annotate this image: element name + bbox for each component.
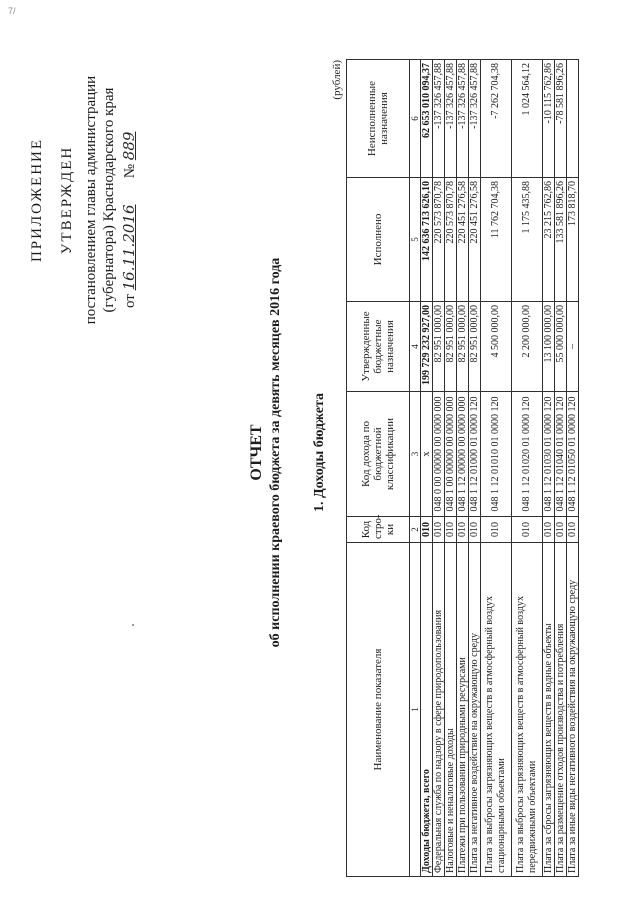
column-number-row — [410, 60, 421, 877]
row-income-code: 048 1 12 01000 01 0000 120 — [469, 392, 481, 517]
row-approved: 82 951 000,00 — [457, 302, 469, 392]
header-unexecuted: Неисполненные назначения — [347, 60, 410, 178]
row-line-code: 010 — [445, 517, 457, 543]
table-row — [445, 60, 457, 877]
header-approved: Утвержденные бюджетные назначения — [347, 302, 410, 392]
row-line-code: 010 — [567, 517, 579, 543]
units-label: (рублей) — [331, 60, 343, 100]
header-executed: Исполнено — [347, 178, 410, 302]
row-income-code: 048 1 12 01030 01 0000 120 — [543, 392, 555, 517]
approved-label: УТВЕРЖДЕН — [59, 145, 75, 255]
row-name: Плата за выбросы загрязняющих веществ в атмосферный воздух стационарными объектами — [481, 543, 512, 877]
column-number: 1 — [410, 543, 421, 877]
date-prefix: от — [122, 294, 138, 308]
row-income-code: x — [421, 392, 433, 517]
table-row — [543, 60, 555, 877]
column-number: 5 — [410, 178, 421, 302]
decree-number: 889 — [120, 131, 138, 161]
row-line-code: 010 — [433, 517, 445, 543]
row-unexecuted: -137 326 457,88 — [469, 60, 481, 178]
row-line-code: 010 — [512, 517, 543, 543]
row-unexecuted: 62 653 010 094,37 — [421, 60, 433, 178]
row-approved: 4 500 000,00 — [481, 302, 512, 392]
document-sheet — [20, 20, 620, 885]
row-executed: 142 636 713 626,10 — [421, 178, 433, 302]
report-subtitle: об исполнении краевого бюджета за девять месяцев 2016 года — [268, 257, 283, 648]
table-row — [457, 60, 469, 877]
table-row — [469, 60, 481, 877]
row-executed: 220 573 870,78 — [433, 178, 445, 302]
row-line-code: 010 — [543, 517, 555, 543]
number-prefix: № — [122, 163, 138, 179]
row-line-code: 010 — [469, 517, 481, 543]
header-line-code: Код стро-ки — [347, 517, 410, 543]
appendix-title: ПРИЛОЖЕНИЕ — [29, 137, 45, 263]
table-row — [567, 60, 579, 877]
row-name: Плата за выбросы загрязняющих веществ в атмосферный воздух передвижными объектами — [512, 543, 543, 877]
column-number: 2 — [410, 517, 421, 543]
decree-line-1: постановлением главы администрации — [83, 75, 99, 325]
table-header-row — [347, 60, 410, 877]
header-name: Наименование показателя — [347, 543, 410, 877]
row-line-code: 010 — [421, 517, 433, 543]
decree-date-line — [120, 50, 139, 350]
table-row — [481, 60, 512, 877]
row-executed: 1 175 435,88 — [512, 178, 543, 302]
row-executed: 173 818,70 — [567, 178, 579, 302]
row-income-code: 048 1 12 01010 01 0000 120 — [481, 392, 512, 517]
row-income-code: 048 1 12 01040 01 0000 120 — [555, 392, 567, 517]
table-row — [421, 60, 433, 877]
row-unexecuted: -137 326 457,88 — [433, 60, 445, 178]
row-line-code: 010 — [457, 517, 469, 543]
row-income-code: 048 1 00 00000 00 0000 000 — [445, 392, 457, 517]
row-name: Плата за размещение отходов производства и потребления — [555, 543, 567, 877]
row-income-code: 048 0 00 00000 00 0000 000 — [433, 392, 445, 517]
row-unexecuted — [567, 60, 579, 178]
row-approved: 2 200 000,00 — [512, 302, 543, 392]
decree-date: 16.11.2016 — [120, 204, 138, 291]
row-approved: 199 729 232 927,00 — [421, 302, 433, 392]
row-unexecuted: -78 581 896,26 — [555, 60, 567, 178]
row-name: Плата за негативное воздействие на окружающую среду — [469, 543, 481, 877]
table-row — [433, 60, 445, 877]
row-executed: 133 581 896,26 — [555, 178, 567, 302]
row-name: Федеральная служба по надзору в сфере природопользования — [433, 543, 445, 877]
section-title: 1. Доходы бюджета — [312, 392, 327, 513]
row-unexecuted: -7 262 704,38 — [481, 60, 512, 178]
row-income-code: 048 1 12 01020 01 0000 120 — [512, 392, 543, 517]
income-table — [346, 59, 579, 877]
row-approved: 82 951 000,00 — [433, 302, 445, 392]
row-approved: – — [567, 302, 579, 392]
row-unexecuted: -10 115 762,86 — [543, 60, 555, 178]
column-number: 6 — [410, 60, 421, 178]
report-title-block — [248, 20, 284, 885]
report-title: ОТЧЕТ — [248, 424, 265, 481]
row-name: Плата за сбросы загрязняющих веществ в водные объекты — [543, 543, 555, 877]
row-approved: 82 951 000,00 — [469, 302, 481, 392]
row-approved: 82 951 000,00 — [445, 302, 457, 392]
row-income-code: 048 1 12 01050 01 0000 120 — [567, 392, 579, 517]
header-income-code: Код дохода по бюджетной классификации — [347, 392, 410, 517]
table-row — [555, 60, 567, 877]
row-approved: 13 100 000,00 — [543, 302, 555, 392]
row-executed: 220 573 870,78 — [445, 178, 457, 302]
row-unexecuted: 1 024 564,12 — [512, 60, 543, 178]
row-unexecuted: -137 326 457,88 — [445, 60, 457, 178]
row-name: Плата за иные виды негативного воздействия на окружающую среду — [567, 543, 579, 877]
appendix-block — [28, 50, 139, 350]
table-row — [512, 60, 543, 877]
row-executed: 220 451 276,58 — [457, 178, 469, 302]
row-line-code: 010 — [555, 517, 567, 543]
row-line-code: 010 — [481, 517, 512, 543]
row-executed: 23 215 762,86 — [543, 178, 555, 302]
row-name: Платежи при пользовании природными ресурсами — [457, 543, 469, 877]
row-approved: 55 000 000,00 — [555, 302, 567, 392]
row-executed: 11 762 704,38 — [481, 178, 512, 302]
row-unexecuted: -137 326 457,88 — [457, 60, 469, 178]
row-executed: 220 451 276,58 — [469, 178, 481, 302]
row-name: Налоговые и неналоговые доходы — [445, 543, 457, 877]
row-name: Доходы бюджета, всего — [421, 543, 433, 877]
column-number: 3 — [410, 392, 421, 517]
decree-line-2: (губернатора) Краснодарского края — [101, 87, 117, 313]
corner-mark: 7/ — [8, 6, 16, 16]
row-income-code: 048 1 12 00000 00 0000 000 — [457, 392, 469, 517]
column-number: 4 — [410, 302, 421, 392]
